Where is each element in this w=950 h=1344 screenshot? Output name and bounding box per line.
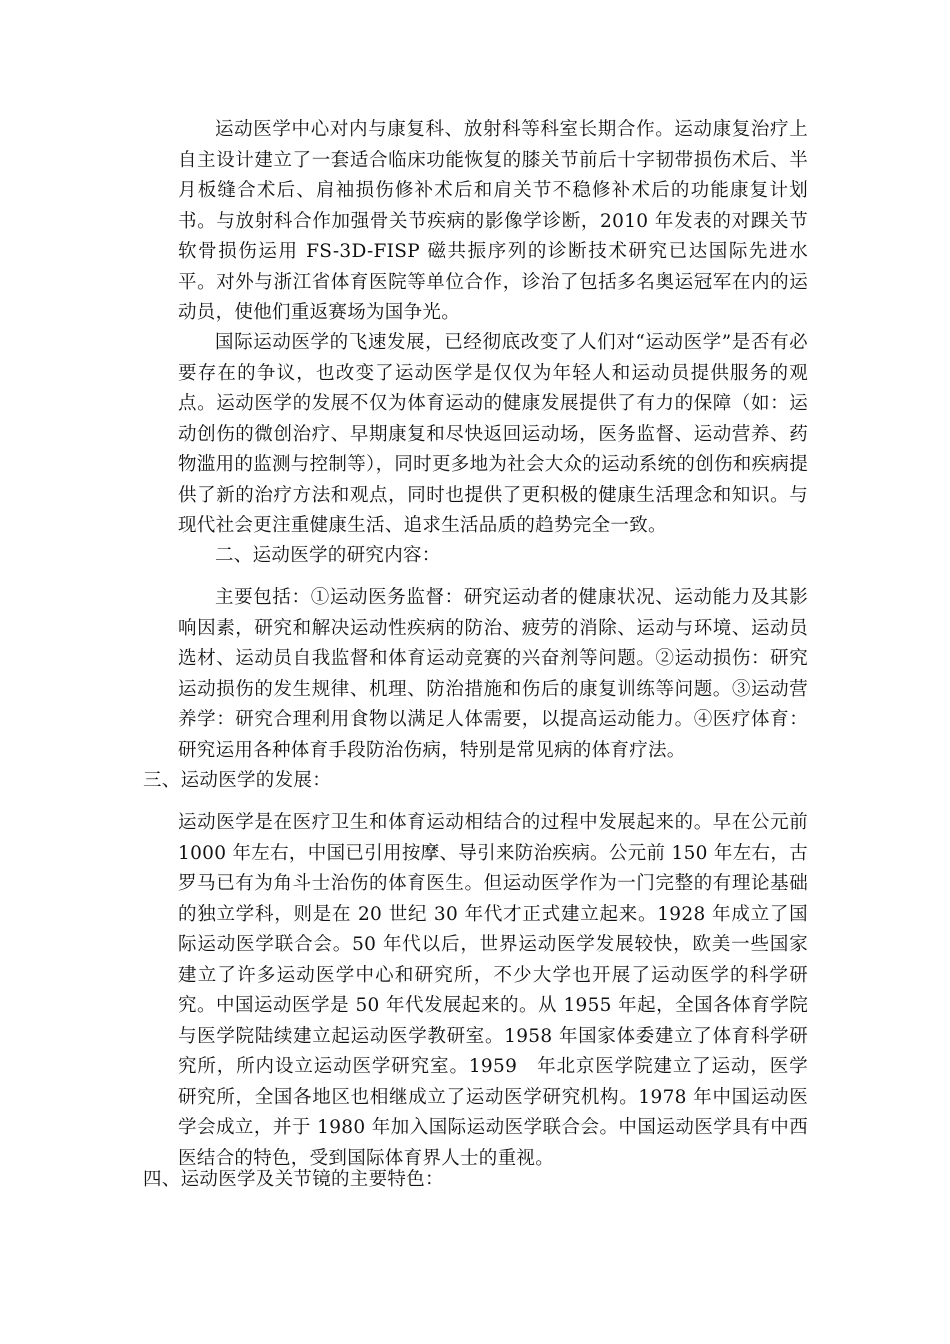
section-heading-features: 四、运动医学及关节镜的主要特色：	[143, 1169, 444, 1190]
section-heading-development: 三、运动医学的发展：	[143, 770, 332, 791]
paragraph-history: 运动医学是在医疗卫生和体育运动相结合的过程中发展起来的。早在公元前 1000 年左右，中国已引用按摩、导引来防治疾病。公元前 150 年左右，古罗马已有为角斗士治伤的体育医生。但运动医学作为一门完整的有理论基础的独立学科，则是在 20 世纪 30 年代才正式建立起来。1928 年成立了国际运动医学联合会。50 年代以后，世界运动医学发展较快，欧美一些国家建立了许多运动医学中心和研究所，不少大学也开展了运动医学的科学研究。中国运动医学是 50 年代发展起来的。从 1955 年起，全国各体育学院与医学院陆续建立起运动医学教研室。1958 年国家体委建立了体育科学研究所，所内设立运动医学研究室。1959 年北京医学院建立了运动，医学研究所，全国各地区也相继成立了运动医学研究机构。1978 年中国运动医学会成立，并于 1980 年加入国际运动医学联合会。中国运动医学具有中西医结合的特色，受到国际体育界人士的重视。	[178, 812, 808, 1169]
paragraph-rehab-cooperation: 运动医学中心对内与康复科、放射科等科室长期合作。运动康复治疗上自主设计建立了一套适合临床功能恢复的膝关节前后十字韧带损伤术后、半月板缝合术后、肩袖损伤修补术后和肩关节不稳修补术后的功能康复计划书。与放射科合作加强骨关节疾病的影像学诊断，2010 年发表的对踝关节软骨损伤运用 FS-3D-FISP 磁共振序列的诊断技术研究已达国际先进水平。对外与浙江省体育医院等单位合作，诊治了包括多名奥运冠军在内的运动员，使他们重返赛场为国争光。	[178, 119, 808, 323]
paragraph-research-content: 主要包括：①运动医务监督：研究运动者的健康状况、运动能力及其影响因素，研究和解决运动性疾病的防治、疲劳的消除、运动与环境、运动员选材、运动员自我监督和体育运动竞赛的兴奋剂等问题。②运动损伤：研究运动损伤的发生规律、机理、防治措施和伤后的康复训练等问题。③运动营养学：研究合理利用食物以满足人体需要，以提高运动能力。④医疗体育：研究运用各种体育手段防治伤病，特别是常见病的体育疗法。	[178, 587, 808, 761]
paragraph-international-development: 国际运动医学的飞速发展，已经彻底改变了人们对“运动医学”是否有必要存在的争议，也改变了运动医学是仅仅为年轻人和运动员提供服务的观点。运动医学的发展不仅为体育运动的健康发展提供了有力的保障（如：运动创伤的微创治疗、早期康复和尽快返回运动场，医务监督、运动营养、药物滥用的监测与控制等），同时更多地为社会大众的运动系统的创伤和疾病提供了新的治疗方法和观点，同时也提供了更积极的健康生活理念和知识。与现代社会更注重健康生活、追求生活品质的趋势完全一致。	[178, 332, 808, 536]
section-heading-research-content: 二、运动医学的研究内容：	[215, 545, 441, 566]
